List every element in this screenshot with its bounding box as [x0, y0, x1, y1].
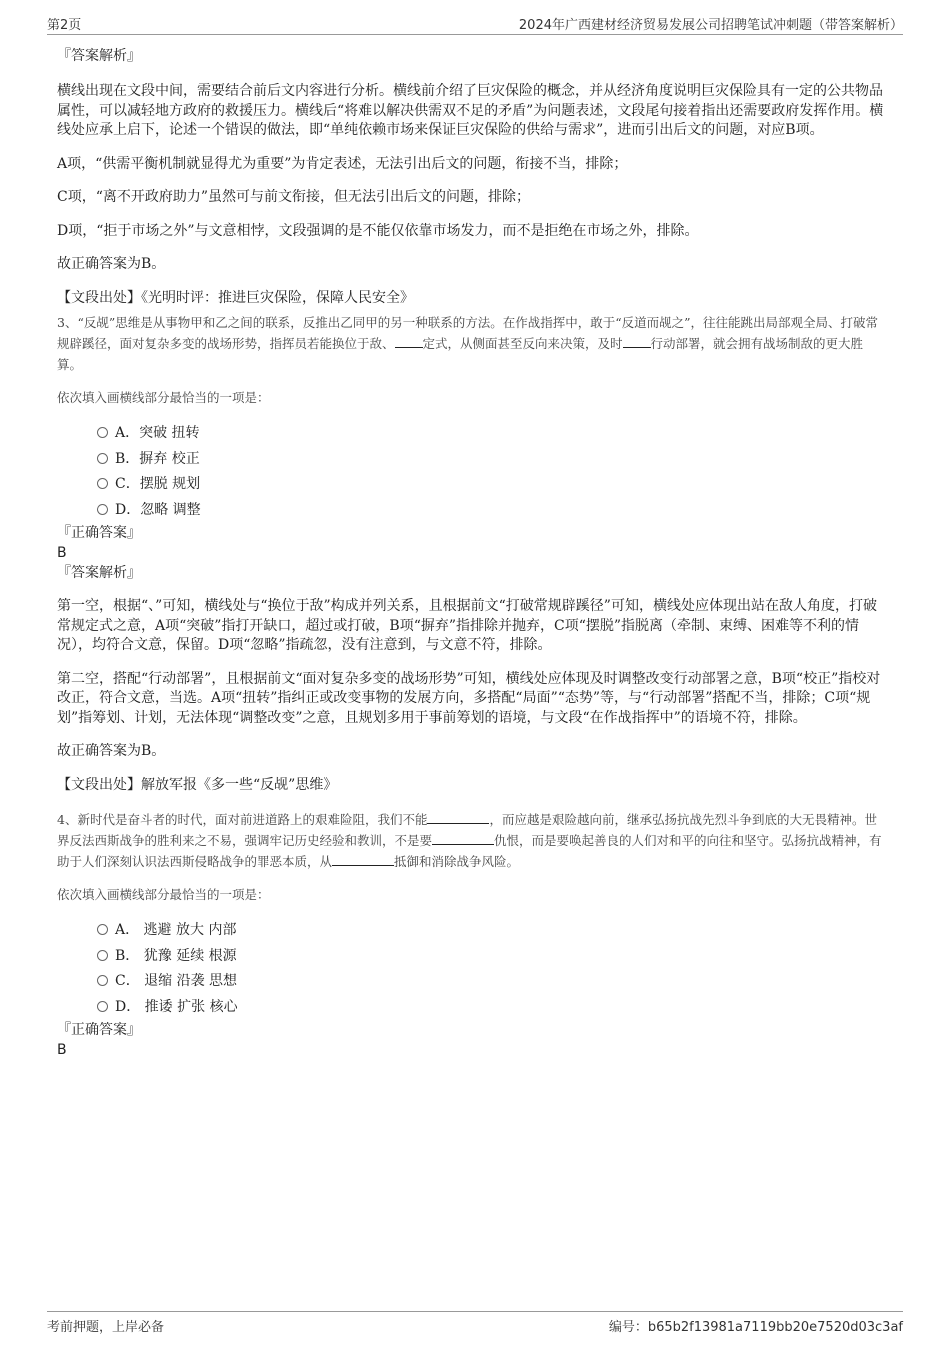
footer-slogan: 考前押题，上岸必备 — [47, 1320, 165, 1335]
page-number: 第2页 — [47, 18, 82, 33]
document-body — [57, 46, 887, 1060]
q4-option-b[interactable]: B． 犹豫 延续 根源 — [57, 944, 887, 970]
radio-button-icon[interactable] — [97, 427, 108, 438]
question-3-prompt: 依次填入画横线部分最恰当的一项是： — [57, 390, 270, 405]
q2-option-a-analysis: A项，“供需平衡机制就显得尤为重要”为肯定表述，无法引出后文的问题，衔接不当，排除； — [57, 155, 628, 172]
radio-button-icon[interactable] — [97, 950, 108, 961]
q4-option-d[interactable]: D． 推诿 扩张 核心 — [57, 995, 887, 1021]
q3-option-b[interactable]: B．摒弃 校正 — [57, 447, 887, 473]
blank-2 — [623, 335, 651, 348]
q3-analysis-paragraph-1: 第一空，根据“、”可知，横线处与“换位于敌”构成并列关系，且根据前文“打破常规辟蹊径”可知，横线处应体现出站在敌人角度，打破常规定式之意，A项“突破”指打开缺口，超过或打破，B项“摒弃”指排除并抛弃，C项“摆脱”指脱离（牵制、束缚、困难等不利的情况），均符合文意，保留。D项“忽略”指疏忽，没有注意到，与文意不符，排除。 — [57, 598, 877, 653]
radio-button-icon[interactable] — [97, 478, 108, 489]
q3-answer-heading: 『正确答案』 — [57, 525, 141, 541]
q2-option-c-analysis: C项，“离不开政府助力”虽然可与前文衔接，但无法引出后文的问题，排除； — [57, 189, 531, 205]
question-4-stem: 4、新时代是奋斗者的时代，面对前进道路上的艰难险阻，我们不能 ，而应越是艰险越向前，继承弘扬抗战先烈斗争到底的大无畏精神。世界反法西斯战争的胜利来之不易，强调牢记历史经验和教训，不是要 仇恨，而是要唤起善良的人们对和平的向往和坚守。弘扬抗战精神，有助于人们深刻认识法西斯侵略战争的罪恶本质，从 抵御和消除战争风险。 — [57, 812, 882, 869]
document-id: 编号：b65b2f13981a7119bb20e7520d03c3af — [608, 1320, 903, 1335]
q3-conclusion: 故正确答案为B。 — [57, 743, 166, 759]
q2-conclusion: 故正确答案为B。 — [57, 256, 166, 272]
q2-source: 【文段出处】《光明时评：推进巨灾保险，保障人民安全》 — [57, 289, 414, 306]
q4-option-c[interactable]: C． 退缩 沿袭 思想 — [57, 969, 887, 995]
q3-analysis-heading: 『答案解析』 — [57, 565, 141, 581]
q2-analysis-paragraph: 横线出现在文段中间，需要结合前后文内容进行分析。横线前介绍了巨灾保险的概念，并从经济角度说明巨灾保险具有一定的公共物品属性，可以减轻地方政府的救援压力。横线后“将难以解决供需双不足的矛盾”为问题表述，文段尾句接着指出还需要政府发挥作用。横线处应承上启下，论述一个错误的做法，即“单纯依赖市场来保证巨灾保险的供给与需求”，进而引出后文的问题，对应B项。 — [57, 83, 884, 138]
q4-answer-heading: 『正确答案』 — [57, 1022, 141, 1038]
question-3-stem: 3、“反觇”思维是从事物甲和乙之间的联系，反推出乙同甲的另一种联系的方法。在作战指挥中，敢于“反道而觇之”，往往能跳出局部观全局、打破常规辟蹊径，面对复杂多变的战场形势，指挥员若能换位于敌、 定式，从侧面甚至反向来决策，及时 行动部署，就会拥有战场制敌的更大胜算。 — [57, 315, 879, 372]
q3-analysis-paragraph-2: 第二空，搭配“行动部署”，且根据前文“面对复杂多变的战场形势”可知，横线处应体现及时调整改变行动部署之意，B项“校正”指校对改正，符合文意，当选。A项“扭转”指纠正或改变事物的发展方向，多搭配“局面”“态势”等，与“行动部署”搭配不当，排除；C项“规划”指筹划、计划，无法体现“调整改变”之意，且规划多用于事前筹划的语境，与文段“在作战指挥中”的语境不符，排除。 — [57, 670, 881, 726]
question-4-prompt: 依次填入画横线部分最恰当的一项是： — [57, 887, 270, 902]
q3-option-c[interactable]: C．摆脱 规划 — [57, 472, 887, 498]
radio-button-icon[interactable] — [97, 924, 108, 935]
radio-button-icon[interactable] — [97, 1001, 108, 1012]
q3-answer: B — [57, 545, 67, 561]
q4-answer: B — [57, 1042, 67, 1058]
q2-option-d-analysis: D项，“拒于市场之外”与文意相悖，文段强调的是不能仅依靠市场发力，而不是拒绝在市场之外，排除。 — [57, 222, 699, 239]
radio-button-icon[interactable] — [97, 504, 108, 515]
blank-1 — [427, 811, 489, 824]
blank-2 — [432, 832, 494, 845]
q4-option-a[interactable]: A． 逃避 放大 内部 — [57, 918, 887, 944]
q3-source: 【文段出处】解放军报《多一些“反觇”思维》 — [57, 776, 338, 793]
blank-3 — [332, 853, 394, 866]
page-header — [47, 14, 903, 35]
q2-analysis-heading: 『答案解析』 — [57, 48, 141, 64]
radio-button-icon[interactable] — [97, 975, 108, 986]
q3-option-a[interactable]: A．突破 扭转 — [57, 421, 887, 447]
q3-option-d[interactable]: D．忽略 调整 — [57, 498, 887, 524]
document-title: 2024年广西建材经济贸易发展公司招聘笔试冲刺题（带答案解析） — [518, 18, 903, 33]
page-footer — [47, 1311, 903, 1335]
blank-1 — [395, 335, 423, 348]
radio-button-icon[interactable] — [97, 453, 108, 464]
